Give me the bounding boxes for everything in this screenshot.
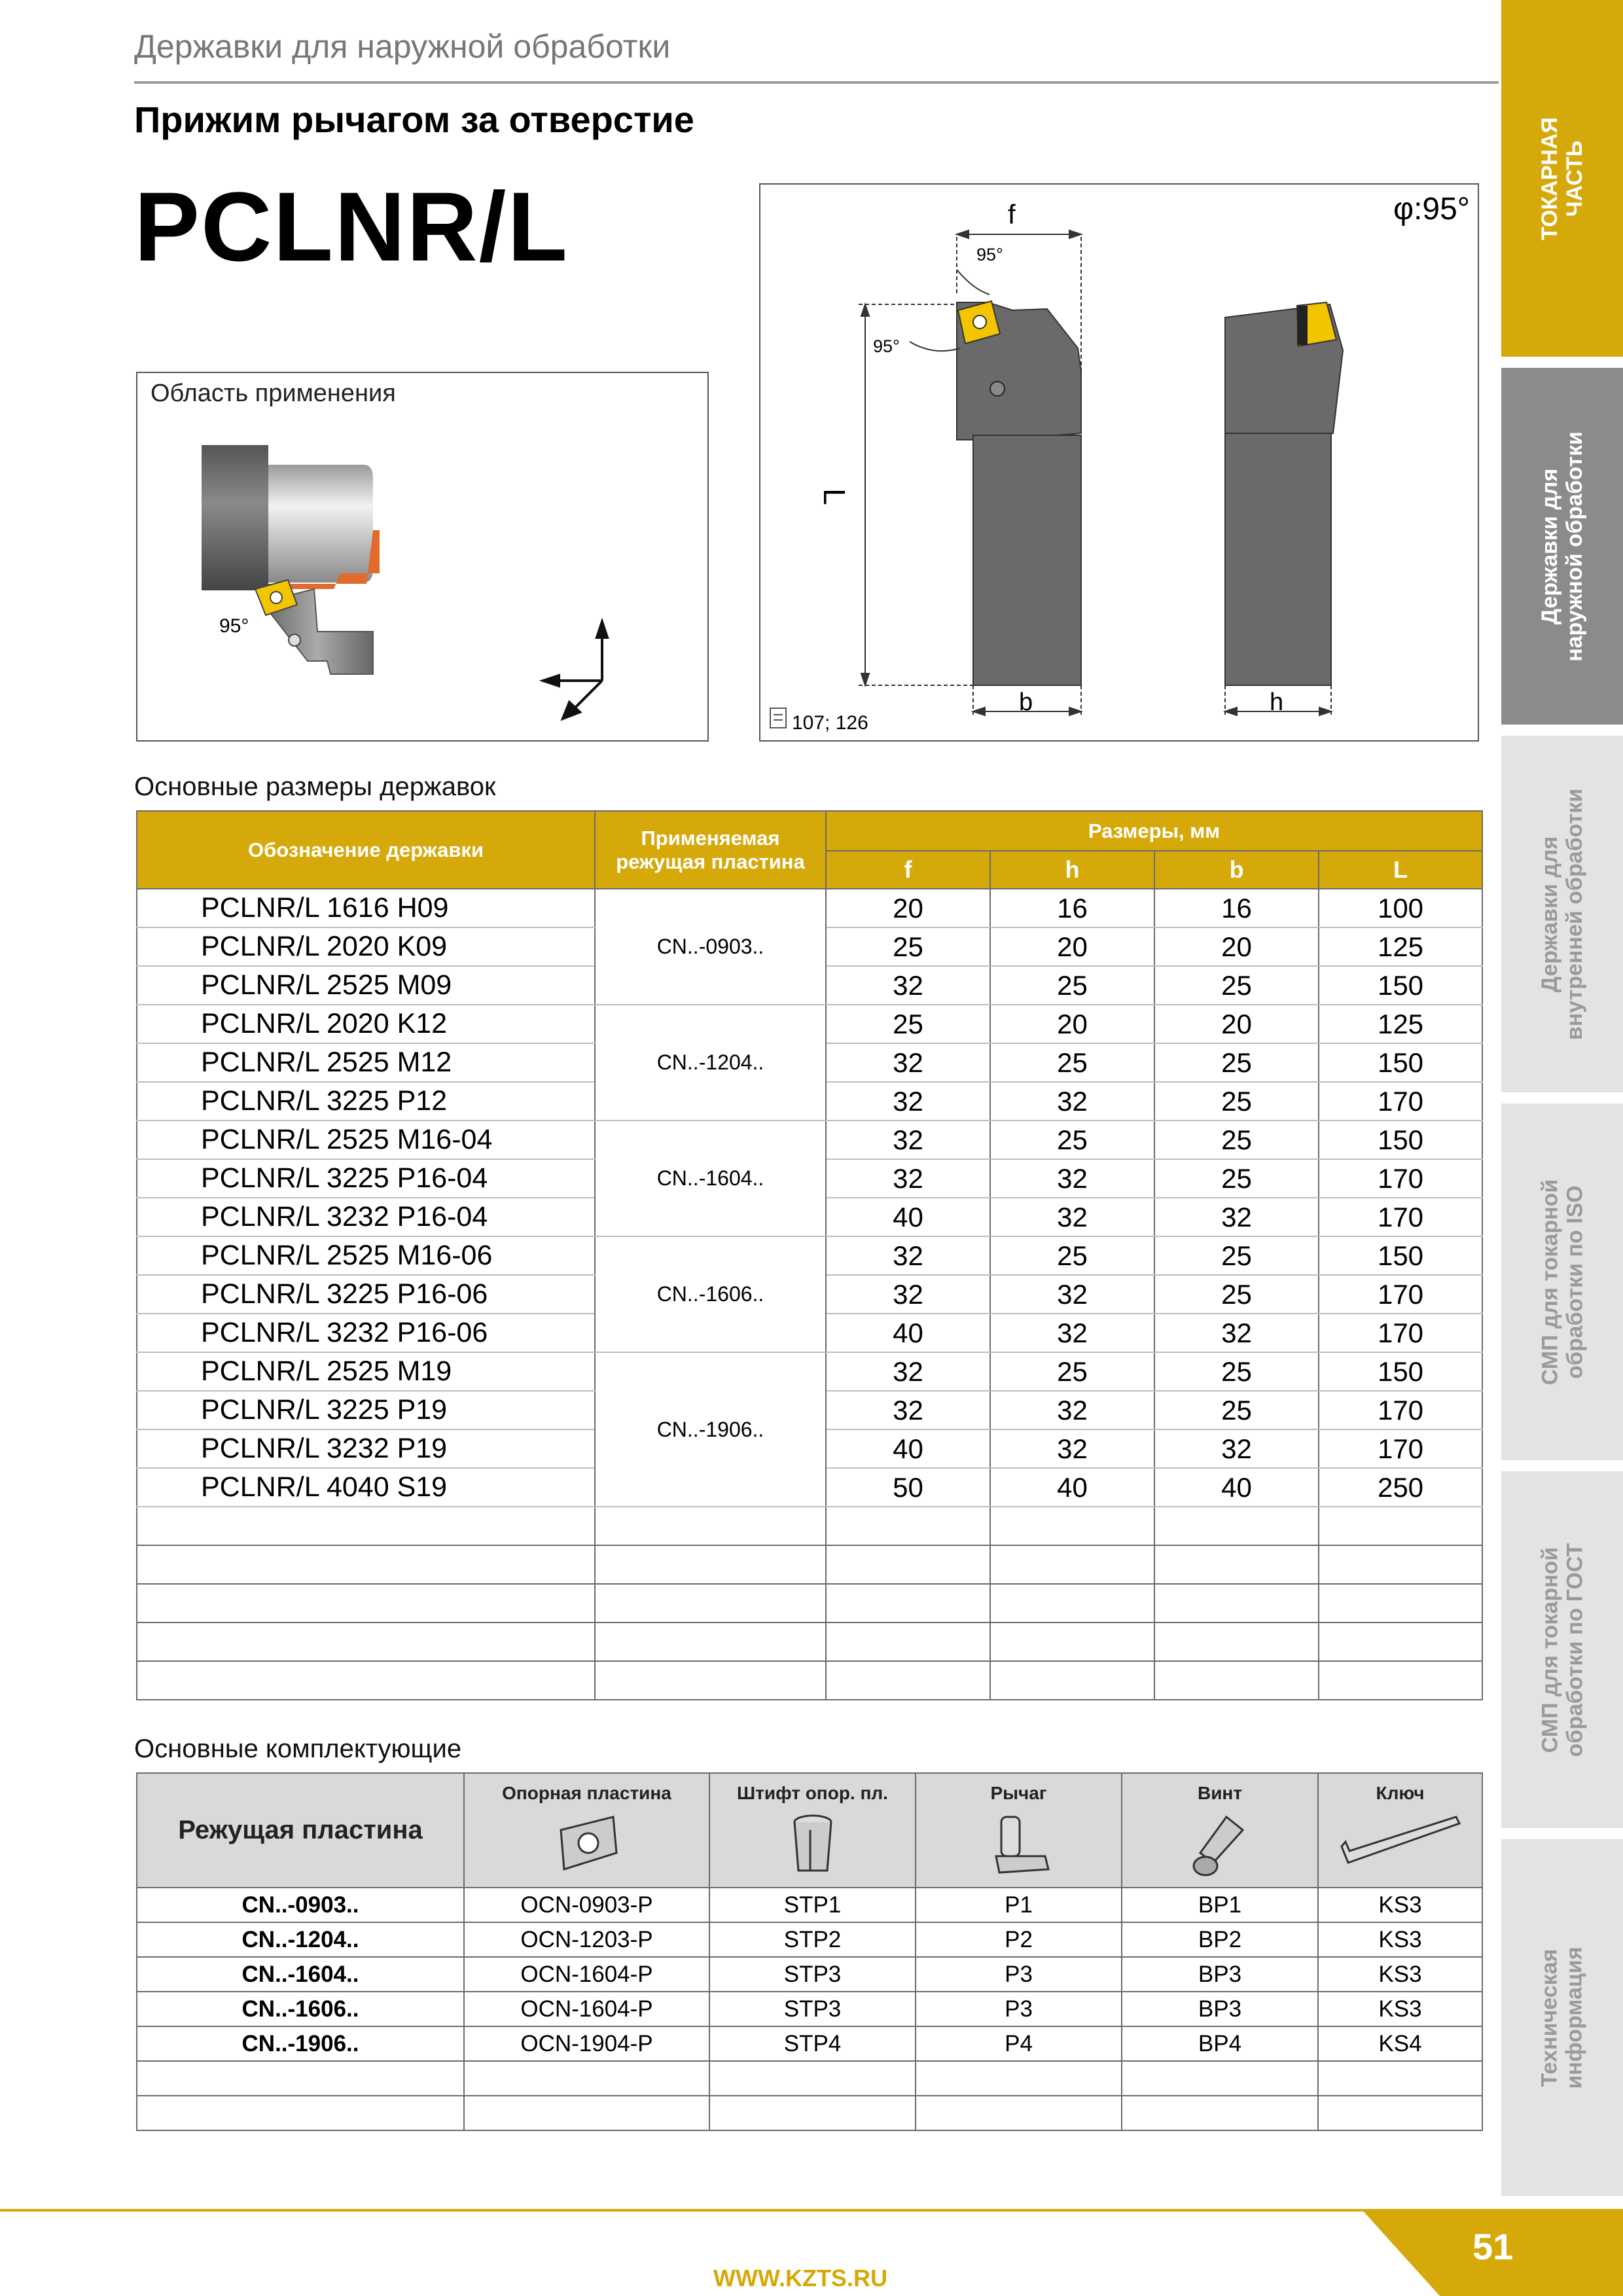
- axes-icon: [543, 622, 607, 719]
- cell-lever: P2: [916, 1922, 1122, 1957]
- cell-b: 20: [1154, 1005, 1319, 1043]
- col-cutting-insert: Режущая пластина: [137, 1773, 464, 1888]
- side-shank-shape: [1225, 433, 1331, 685]
- cell-l: 170: [1319, 1314, 1482, 1352]
- cell-h: 32: [990, 1391, 1154, 1429]
- cell-key: KS3: [1318, 1922, 1482, 1957]
- angle-top-label: 95°: [976, 245, 1003, 264]
- page-number: 51: [1472, 2226, 1514, 2267]
- cell-model: PCLNR/L 3232 P16-04: [137, 1198, 595, 1236]
- cell-key: KS4: [1318, 2026, 1482, 2061]
- cell-insert: CN..-1906..: [137, 2026, 464, 2061]
- page-title: PCLNR/L: [134, 171, 569, 281]
- table-row: [137, 1005, 1482, 1043]
- cell-screw: BP1: [1122, 1888, 1318, 1922]
- col-b: b: [1154, 851, 1319, 889]
- cell-h: 32: [990, 1429, 1154, 1468]
- empty-row: [137, 2096, 1482, 2130]
- technical-drawing-box: [759, 183, 1479, 742]
- cell-b: 20: [1154, 927, 1319, 966]
- cell-f: 40: [826, 1429, 990, 1468]
- cell-insert: CN..-0903..: [137, 1888, 464, 1922]
- side-tab-internal-holders[interactable]: [1501, 736, 1623, 1092]
- side-tab-label: СМП для токарной обработки по ГОСТ: [1537, 1543, 1588, 1757]
- cell-h: 32: [990, 1082, 1154, 1121]
- screw-icon: [1187, 1810, 1253, 1882]
- cell-pin: STP4: [709, 2026, 916, 2061]
- cell-model: PCLNR/L 2525 M09: [137, 966, 595, 1005]
- col-key: [1318, 1773, 1482, 1888]
- cell-b: 40: [1154, 1468, 1319, 1507]
- application-illustration: [137, 373, 707, 740]
- cell-l: 250: [1319, 1468, 1482, 1507]
- col-key-label: Ключ: [1376, 1783, 1425, 1803]
- cell-f: 32: [826, 1082, 990, 1121]
- cell-f: 20: [826, 889, 990, 927]
- header-divider: [134, 81, 1499, 84]
- angle-left-label: 95°: [873, 336, 900, 356]
- cell-h: 25: [990, 1236, 1154, 1275]
- side-tab-turning[interactable]: [1501, 0, 1623, 357]
- cell-model: PCLNR/L 2020 K09: [137, 927, 595, 966]
- chuck-shape: [202, 445, 268, 590]
- empty-row: [137, 1545, 1482, 1584]
- cell-h: 20: [990, 1005, 1154, 1043]
- cell-pin: STP1: [709, 1888, 916, 1922]
- cell-key: KS3: [1318, 1992, 1482, 2026]
- col-insert: Применяемая режущая пластина: [595, 811, 826, 889]
- cell-b: 25: [1154, 1121, 1319, 1159]
- col-dims: Размеры, мм: [826, 811, 1482, 851]
- dimensions-table-title: Основные размеры державок: [134, 772, 496, 801]
- cell-h: 16: [990, 889, 1154, 927]
- lever-icon: [983, 1810, 1055, 1876]
- workpiece-shape: [268, 465, 373, 583]
- cell-screw: BP3: [1122, 1992, 1318, 2026]
- pin-icon: [787, 1810, 839, 1876]
- cell-model: PCLNR/L 3225 P19: [137, 1391, 595, 1429]
- cell-shim: OCN-1203-P: [464, 1922, 709, 1957]
- cell-l: 150: [1319, 1236, 1482, 1275]
- holder-shank-shape: [973, 435, 1081, 685]
- dim-f-label: f: [1008, 199, 1016, 230]
- cell-l: 170: [1319, 1429, 1482, 1468]
- cell-f: 32: [826, 1391, 990, 1429]
- cell-model: PCLNR/L 4040 S19: [137, 1468, 595, 1507]
- empty-row: [137, 1623, 1482, 1661]
- cell-model: PCLNR/L 1616 H09: [137, 889, 595, 927]
- cell-b: 25: [1154, 1236, 1319, 1275]
- pages-ref: 107; 126: [792, 712, 868, 734]
- cell-model: PCLNR/L 2525 M19: [137, 1352, 595, 1391]
- approach-angle: φ:95°: [1393, 192, 1470, 226]
- cell-model: PCLNR/L 3225 P16-04: [137, 1159, 595, 1198]
- cell-f: 50: [826, 1468, 990, 1507]
- cell-h: 25: [990, 1352, 1154, 1391]
- cell-shim: OCN-0903-P: [464, 1888, 709, 1922]
- application-area-box: [136, 372, 709, 742]
- cell-shim: OCN-1904-P: [464, 2026, 709, 2061]
- cell-f: 32: [826, 1043, 990, 1082]
- side-seat-shape: [1297, 306, 1308, 345]
- cell-insert: CN..-1906..: [595, 1352, 826, 1507]
- components-table-title: Основные комплектующие: [134, 1734, 462, 1763]
- cell-pin: STP3: [709, 1992, 916, 2026]
- table-row: [137, 1888, 1482, 1922]
- col-shim-label: Опорная пластина: [502, 1783, 671, 1803]
- table-row: [137, 1236, 1482, 1275]
- cell-b: 32: [1154, 1314, 1319, 1352]
- empty-row: [137, 1584, 1482, 1623]
- cell-l: 170: [1319, 1082, 1482, 1121]
- screw-shape: [289, 634, 300, 646]
- cell-l: 170: [1319, 1275, 1482, 1314]
- cell-f: 32: [826, 1159, 990, 1198]
- col-screw: [1122, 1773, 1318, 1888]
- dim-b-label: b: [1019, 689, 1033, 716]
- empty-row: [137, 2061, 1482, 2096]
- cell-b: 16: [1154, 889, 1319, 927]
- cell-key: KS3: [1318, 1888, 1482, 1922]
- cell-screw: BP3: [1122, 1957, 1318, 1992]
- cell-screw: BP2: [1122, 1922, 1318, 1957]
- cell-b: 25: [1154, 1159, 1319, 1198]
- cell-pin: STP3: [709, 1957, 916, 1992]
- cell-insert: CN..-1204..: [595, 1005, 826, 1121]
- cell-pin: STP2: [709, 1922, 916, 1957]
- cell-f: 25: [826, 1005, 990, 1043]
- cell-b: 25: [1154, 1082, 1319, 1121]
- table-row: [137, 2026, 1482, 2061]
- clamp-screw-shape: [990, 382, 1005, 396]
- cell-l: 150: [1319, 1043, 1482, 1082]
- cell-f: 32: [826, 1121, 990, 1159]
- cell-lever: P3: [916, 1992, 1122, 2026]
- section-header: Державки для наружной обработки: [134, 28, 671, 65]
- col-pin: [709, 1773, 916, 1888]
- cell-model: PCLNR/L 2525 M16-06: [137, 1236, 595, 1275]
- cell-insert: CN..-1604..: [595, 1121, 826, 1236]
- table-row: [137, 889, 1482, 927]
- col-designation: Обозначение державки: [137, 811, 595, 889]
- table-row: [137, 1957, 1482, 1992]
- side-tab-label: СМП для токарной обработки по ISO: [1537, 1179, 1587, 1385]
- cell-l: 150: [1319, 1352, 1482, 1391]
- footer-line: [0, 2209, 1374, 2212]
- side-tab-label: ТОКАРНАЯ ЧАСТЬ: [1537, 117, 1587, 240]
- col-pin-label: Штифт опор. пл.: [737, 1783, 888, 1803]
- cell-l: 170: [1319, 1391, 1482, 1429]
- col-l: L: [1319, 851, 1482, 889]
- cell-model: PCLNR/L 3232 P16-06: [137, 1314, 595, 1352]
- cell-f: 40: [826, 1314, 990, 1352]
- dimensions-table: [136, 810, 1483, 1700]
- empty-row: [137, 1507, 1482, 1545]
- table-row: [137, 1121, 1482, 1159]
- holder-drawing: [760, 185, 1478, 740]
- side-tab-label: Державки для наружной обработки: [1537, 431, 1588, 662]
- cell-l: 170: [1319, 1159, 1482, 1198]
- dim-l-label: L: [817, 488, 851, 505]
- side-tab-external-holders[interactable]: [1501, 368, 1623, 725]
- cell-b: 32: [1154, 1429, 1319, 1468]
- cell-l: 150: [1319, 966, 1482, 1005]
- cell-h: 32: [990, 1159, 1154, 1198]
- cell-f: 25: [826, 927, 990, 966]
- col-f: f: [826, 851, 990, 889]
- cell-l: 170: [1319, 1198, 1482, 1236]
- footer-url-link[interactable]: WWW.KZTS.RU: [713, 2265, 887, 2291]
- cell-h: 25: [990, 1043, 1154, 1082]
- insert-hole-shape: [973, 315, 986, 329]
- cell-f: 32: [826, 1236, 990, 1275]
- cell-h: 40: [990, 1468, 1154, 1507]
- cell-l: 150: [1319, 1121, 1482, 1159]
- table-row: [137, 1352, 1482, 1391]
- col-h: h: [990, 851, 1154, 889]
- cell-model: PCLNR/L 3225 P16-06: [137, 1275, 595, 1314]
- cell-model: PCLNR/L 3225 P12: [137, 1082, 595, 1121]
- cell-shim: OCN-1604-P: [464, 1992, 709, 2026]
- page-subtitle: Прижим рычагом за отверстие: [134, 99, 694, 140]
- cell-b: 25: [1154, 1352, 1319, 1391]
- side-tab-technical-info[interactable]: [1501, 1839, 1623, 2196]
- application-area-title: Область применения: [151, 380, 396, 407]
- empty-row: [137, 1661, 1482, 1700]
- cell-f: 32: [826, 1275, 990, 1314]
- side-tab-label: Техническая информация: [1537, 1946, 1587, 2089]
- cell-insert: CN..-1606..: [595, 1236, 826, 1352]
- cell-h: 25: [990, 1121, 1154, 1159]
- cell-insert: CN..-1204..: [137, 1922, 464, 1957]
- cell-l: 100: [1319, 889, 1482, 927]
- cell-b: 25: [1154, 1391, 1319, 1429]
- col-lever-label: Рычаг: [990, 1783, 1047, 1803]
- cell-shim: OCN-1604-P: [464, 1957, 709, 1992]
- cell-b: 25: [1154, 1043, 1319, 1082]
- cell-h: 32: [990, 1314, 1154, 1352]
- cell-model: PCLNR/L 2020 K12: [137, 1005, 595, 1043]
- pages-ref-icon: [770, 708, 786, 728]
- cell-f: 32: [826, 966, 990, 1005]
- cell-l: 125: [1319, 1005, 1482, 1043]
- components-table: [136, 1772, 1483, 2131]
- cell-h: 32: [990, 1275, 1154, 1314]
- cell-h: 32: [990, 1198, 1154, 1236]
- insert-hole-shape: [270, 592, 282, 603]
- shim-icon: [541, 1810, 633, 1876]
- cell-lever: P3: [916, 1957, 1122, 1992]
- cell-b: 25: [1154, 966, 1319, 1005]
- cell-b: 32: [1154, 1198, 1319, 1236]
- cell-h: 20: [990, 927, 1154, 966]
- cell-screw: BP4: [1122, 2026, 1318, 2061]
- cell-lever: P4: [916, 2026, 1122, 2061]
- cell-f: 40: [826, 1198, 990, 1236]
- application-angle: 95°: [219, 615, 249, 637]
- col-screw-label: Винт: [1197, 1783, 1243, 1803]
- cell-model: PCLNR/L 2525 M12: [137, 1043, 595, 1082]
- cell-f: 32: [826, 1352, 990, 1391]
- side-tab-inserts-iso[interactable]: [1501, 1103, 1623, 1460]
- cell-lever: P1: [916, 1888, 1122, 1922]
- cell-insert: CN..-0903..: [595, 889, 826, 1005]
- col-lever: [916, 1773, 1122, 1888]
- cell-insert: CN..-1604..: [137, 1957, 464, 1992]
- dim-h-label: h: [1270, 689, 1284, 716]
- side-tab-label: Державки для внутренней обработки: [1537, 788, 1588, 1040]
- cell-model: PCLNR/L 3232 P19: [137, 1429, 595, 1468]
- cell-model: PCLNR/L 2525 M16-04: [137, 1121, 595, 1159]
- cell-insert: CN..-1606..: [137, 1992, 464, 2026]
- cell-l: 125: [1319, 927, 1482, 966]
- col-shim: [464, 1773, 709, 1888]
- table-row: [137, 1992, 1482, 2026]
- table-row: [137, 1922, 1482, 1957]
- key-icon: [1335, 1810, 1466, 1869]
- cell-key: KS3: [1318, 1957, 1482, 1992]
- side-tab-inserts-gost[interactable]: [1501, 1471, 1623, 1828]
- cell-b: 25: [1154, 1275, 1319, 1314]
- cell-h: 25: [990, 966, 1154, 1005]
